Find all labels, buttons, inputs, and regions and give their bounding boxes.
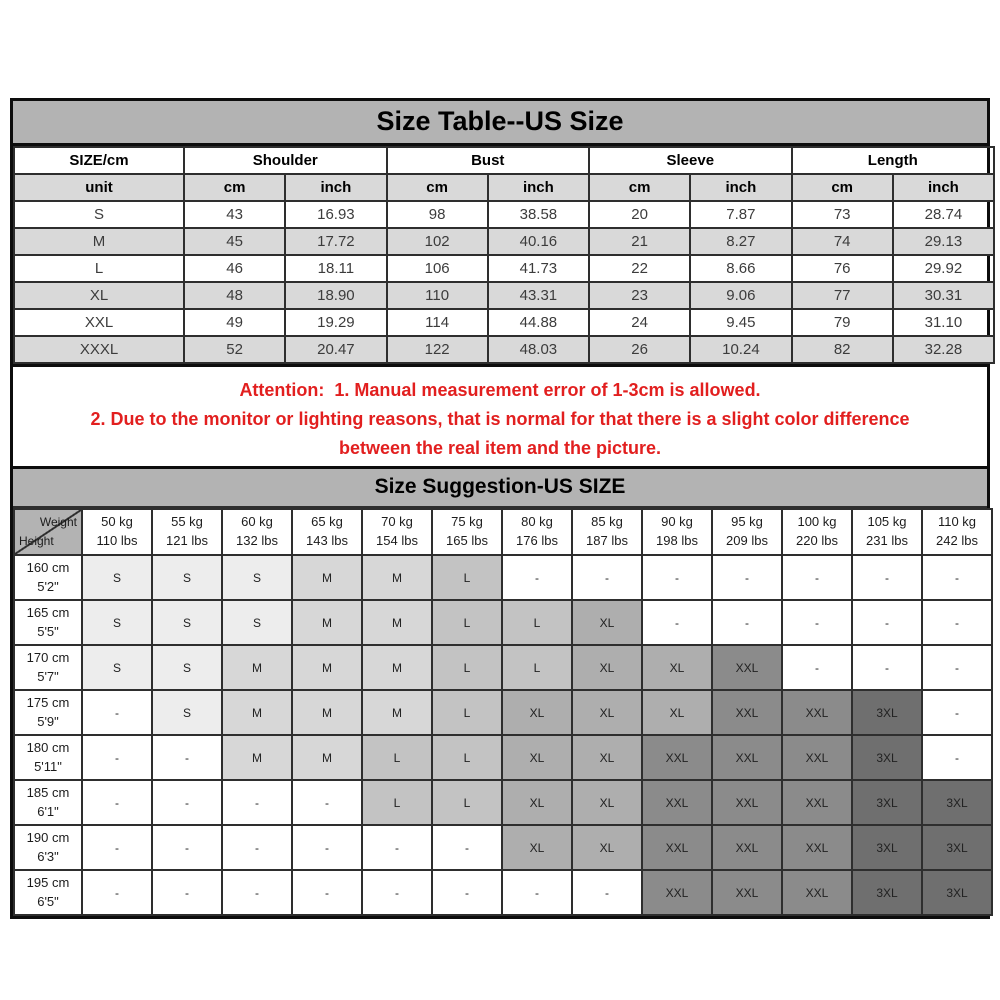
suggested-size-cell: 3XL xyxy=(922,870,992,915)
size-measurement-cell: 8.66 xyxy=(690,255,791,282)
size-suggestion-row xyxy=(14,600,992,645)
unit-column-header: inch xyxy=(285,174,386,201)
suggested-size-cell: 3XL xyxy=(852,825,922,870)
size-suggestion-row xyxy=(14,690,992,735)
size-measurement-cell: 21 xyxy=(589,228,690,255)
suggested-size-cell: 3XL xyxy=(922,780,992,825)
measure-group-header: Sleeve xyxy=(589,147,792,174)
size-table-row xyxy=(14,282,994,309)
size-measurement-cell: 114 xyxy=(387,309,488,336)
size-measurement-cell: 77 xyxy=(792,282,893,309)
weight-column-header xyxy=(642,509,712,555)
measure-group-header: Shoulder xyxy=(184,147,387,174)
size-row-label: M xyxy=(14,228,184,255)
size-measurement-cell: 23 xyxy=(589,282,690,309)
size-measurement-cell: 31.10 xyxy=(893,309,994,336)
suggested-size-cell: - xyxy=(222,825,292,870)
suggested-size-cell: S xyxy=(222,600,292,645)
suggested-size-cell: - xyxy=(502,870,572,915)
weight-lbs-label: 242 lbs xyxy=(936,533,978,548)
size-suggestion-row xyxy=(14,645,992,690)
suggested-size-cell: M xyxy=(222,645,292,690)
suggested-size-cell: - xyxy=(82,735,152,780)
suggested-size-cell: XL xyxy=(572,600,642,645)
suggested-size-cell: XL xyxy=(572,825,642,870)
weight-column-header xyxy=(502,509,572,555)
weight-column-header xyxy=(712,509,782,555)
suggested-size-cell: XL xyxy=(572,645,642,690)
suggested-size-cell: XXL xyxy=(642,735,712,780)
suggested-size-cell: 3XL xyxy=(852,690,922,735)
suggested-size-cell: - xyxy=(922,555,992,600)
size-measurement-cell: 43.31 xyxy=(488,282,589,309)
size-measurement-cell: 30.31 xyxy=(893,282,994,309)
size-row-label: XXXL xyxy=(14,336,184,363)
suggested-size-cell: - xyxy=(362,870,432,915)
suggested-size-cell: XL xyxy=(502,825,572,870)
size-suggestion-row xyxy=(14,780,992,825)
weight-column-header xyxy=(82,509,152,555)
weight-column-header xyxy=(362,509,432,555)
suggested-size-cell: S xyxy=(82,555,152,600)
weight-kg-label: 60 kg xyxy=(241,514,273,530)
suggested-size-cell: S xyxy=(82,600,152,645)
size-table-row xyxy=(14,255,994,282)
suggested-size-cell: - xyxy=(572,870,642,915)
suggested-size-cell: S xyxy=(152,690,222,735)
unit-column-header: cm xyxy=(792,174,893,201)
size-measurement-cell: 102 xyxy=(387,228,488,255)
weight-kg-label: 90 kg xyxy=(661,514,693,530)
suggested-size-cell: XXL xyxy=(782,780,852,825)
suggested-size-cell: M xyxy=(292,555,362,600)
suggested-size-cell: L xyxy=(432,555,502,600)
size-measurement-cell: 10.24 xyxy=(690,336,791,363)
suggested-size-cell: - xyxy=(152,870,222,915)
suggested-size-cell: S xyxy=(152,555,222,600)
suggested-size-cell: - xyxy=(292,825,362,870)
weight-kg-label: 75 kg xyxy=(451,514,483,530)
size-measurement-cell: 32.28 xyxy=(893,336,994,363)
size-table xyxy=(13,146,995,364)
weight-column-header xyxy=(152,509,222,555)
suggested-size-cell: - xyxy=(922,690,992,735)
size-measurement-cell: 19.29 xyxy=(285,309,386,336)
suggested-size-cell: - xyxy=(152,735,222,780)
weight-lbs-label: 143 lbs xyxy=(306,533,348,548)
suggested-size-cell: - xyxy=(572,555,642,600)
suggested-size-cell: XXL xyxy=(712,780,782,825)
suggested-size-cell: XL xyxy=(502,735,572,780)
height-row-label xyxy=(14,600,82,645)
suggested-size-cell: - xyxy=(782,600,852,645)
weight-lbs-label: 165 lbs xyxy=(446,533,488,548)
suggested-size-cell: XL xyxy=(502,780,572,825)
height-row-label xyxy=(14,825,82,870)
weight-lbs-label: 121 lbs xyxy=(166,533,208,548)
suggested-size-cell: M xyxy=(222,735,292,780)
suggested-size-cell: 3XL xyxy=(922,825,992,870)
unit-column-header: cm xyxy=(589,174,690,201)
height-row-label xyxy=(14,645,82,690)
attention-line-1: Attention: 1. Manual measurement error of 1-3cm is allowed. xyxy=(239,380,761,400)
size-suggestion-row xyxy=(14,735,992,780)
size-measurement-cell: 74 xyxy=(792,228,893,255)
weight-column-header xyxy=(222,509,292,555)
size-suggestion-row xyxy=(14,555,992,600)
suggested-size-cell: - xyxy=(502,555,572,600)
weight-lbs-label: 220 lbs xyxy=(796,533,838,548)
size-table-group-row xyxy=(14,147,994,174)
size-measurement-cell: 44.88 xyxy=(488,309,589,336)
unit-label: unit xyxy=(14,174,184,201)
weight-lbs-label: 231 lbs xyxy=(866,533,908,548)
size-table-section xyxy=(10,98,990,476)
suggested-size-cell: XL xyxy=(642,645,712,690)
size-measurement-cell: 79 xyxy=(792,309,893,336)
suggested-size-cell: M xyxy=(362,555,432,600)
size-row-label: XL xyxy=(14,282,184,309)
weight-lbs-label: 110 lbs xyxy=(96,533,138,548)
suggested-size-cell: XL xyxy=(572,735,642,780)
size-measurement-cell: 82 xyxy=(792,336,893,363)
suggested-size-cell: - xyxy=(292,780,362,825)
suggested-size-cell: L xyxy=(432,600,502,645)
weight-kg-label: 50 kg xyxy=(101,514,133,530)
size-suggestion-section xyxy=(10,466,990,919)
height-row-label xyxy=(14,690,82,735)
weight-column-header xyxy=(922,509,992,555)
weight-kg-label: 105 kg xyxy=(867,514,907,530)
size-measurement-cell: 122 xyxy=(387,336,488,363)
height-ft-label: 5'5" xyxy=(37,623,59,639)
suggested-size-cell: - xyxy=(782,645,852,690)
suggested-size-cell: XXL xyxy=(712,690,782,735)
weight-kg-label: 95 kg xyxy=(731,514,763,530)
height-row-label xyxy=(14,780,82,825)
size-measurement-cell: 28.74 xyxy=(893,201,994,228)
attention-notice xyxy=(13,364,987,473)
suggested-size-cell: XL xyxy=(572,780,642,825)
suggested-size-cell: M xyxy=(292,645,362,690)
height-ft-label: 5'9" xyxy=(37,713,59,729)
size-suggestion-body xyxy=(14,555,992,915)
size-measurement-cell: 41.73 xyxy=(488,255,589,282)
size-measurement-cell: 16.93 xyxy=(285,201,386,228)
suggested-size-cell: S xyxy=(222,555,292,600)
suggested-size-cell: - xyxy=(642,555,712,600)
size-suggestion-table xyxy=(13,508,993,916)
suggested-size-cell: 3XL xyxy=(852,735,922,780)
weight-lbs-label: 198 lbs xyxy=(656,533,698,548)
measure-group-header: Bust xyxy=(387,147,590,174)
size-table-row xyxy=(14,336,994,363)
suggested-size-cell: - xyxy=(222,870,292,915)
size-measurement-cell: 26 xyxy=(589,336,690,363)
suggested-size-cell: - xyxy=(922,645,992,690)
weight-kg-label: 80 kg xyxy=(521,514,553,530)
suggested-size-cell: - xyxy=(852,555,922,600)
size-measurement-cell: 48.03 xyxy=(488,336,589,363)
suggested-size-cell: S xyxy=(152,645,222,690)
suggested-size-cell: - xyxy=(922,600,992,645)
suggested-size-cell: XXL xyxy=(782,870,852,915)
suggested-size-cell: M xyxy=(362,600,432,645)
size-row-label: L xyxy=(14,255,184,282)
size-measurement-cell: 45 xyxy=(184,228,285,255)
suggested-size-cell: - xyxy=(292,870,362,915)
unit-column-header: cm xyxy=(387,174,488,201)
height-cm-label: 185 cm xyxy=(26,784,70,800)
weight-lbs-label: 209 lbs xyxy=(726,533,768,548)
height-ft-label: 5'11" xyxy=(34,758,62,774)
size-table-row xyxy=(14,309,994,336)
suggested-size-cell: S xyxy=(152,600,222,645)
suggested-size-cell: - xyxy=(712,555,782,600)
size-suggestion-row xyxy=(14,825,992,870)
suggested-size-cell: M xyxy=(362,690,432,735)
suggested-size-cell: - xyxy=(852,645,922,690)
suggested-size-cell: - xyxy=(432,825,502,870)
suggested-size-cell: S xyxy=(82,645,152,690)
suggested-size-cell: XL xyxy=(642,690,712,735)
height-ft-label: 6'5" xyxy=(37,893,59,909)
suggested-size-cell: L xyxy=(502,645,572,690)
suggested-size-cell: - xyxy=(642,600,712,645)
size-measurement-cell: 8.27 xyxy=(690,228,791,255)
height-cm-label: 170 cm xyxy=(26,649,70,665)
suggested-size-cell: L xyxy=(362,780,432,825)
weight-kg-label: 100 kg xyxy=(797,514,837,530)
size-table-title: Size Table--US Size xyxy=(13,101,987,146)
weight-column-header xyxy=(292,509,362,555)
suggested-size-cell: L xyxy=(432,780,502,825)
suggested-size-cell: M xyxy=(362,645,432,690)
weight-kg-label: 55 kg xyxy=(171,514,203,530)
size-measurement-cell: 49 xyxy=(184,309,285,336)
suggested-size-cell: - xyxy=(82,825,152,870)
suggested-size-cell: XXL xyxy=(642,870,712,915)
suggested-size-cell: 3XL xyxy=(852,870,922,915)
height-axis-label: Height xyxy=(19,533,54,548)
height-cm-label: 165 cm xyxy=(26,604,70,620)
suggested-size-cell: XXL xyxy=(642,780,712,825)
size-row-label: S xyxy=(14,201,184,228)
weight-lbs-label: 132 lbs xyxy=(236,533,278,548)
suggested-size-cell: XXL xyxy=(782,825,852,870)
suggested-size-cell: - xyxy=(82,690,152,735)
height-ft-label: 6'1" xyxy=(37,803,59,819)
size-table-body xyxy=(14,201,994,363)
suggested-size-cell: - xyxy=(152,780,222,825)
size-measurement-cell: 18.11 xyxy=(285,255,386,282)
size-table-unit-row xyxy=(14,174,994,201)
height-ft-label: 5'7" xyxy=(37,668,59,684)
weight-lbs-label: 154 lbs xyxy=(376,533,418,548)
height-cm-label: 160 cm xyxy=(26,559,70,575)
weight-column-header xyxy=(432,509,502,555)
suggested-size-cell: XXL xyxy=(642,825,712,870)
size-measurement-cell: 46 xyxy=(184,255,285,282)
suggested-size-cell: - xyxy=(152,825,222,870)
size-measurement-cell: 40.16 xyxy=(488,228,589,255)
size-measurement-cell: 73 xyxy=(792,201,893,228)
size-measurement-cell: 29.13 xyxy=(893,228,994,255)
size-measurement-cell: 106 xyxy=(387,255,488,282)
suggested-size-cell: 3XL xyxy=(852,780,922,825)
suggested-size-cell: - xyxy=(432,870,502,915)
size-measurement-cell: 22 xyxy=(589,255,690,282)
height-row-label xyxy=(14,870,82,915)
height-cm-label: 180 cm xyxy=(26,739,70,755)
size-measurement-cell: 110 xyxy=(387,282,488,309)
height-cm-label: 190 cm xyxy=(26,829,70,845)
unit-column-header: inch xyxy=(690,174,791,201)
size-measurement-cell: 18.90 xyxy=(285,282,386,309)
suggested-size-cell: L xyxy=(432,645,502,690)
suggested-size-cell: M xyxy=(222,690,292,735)
height-cm-label: 175 cm xyxy=(26,694,70,710)
suggested-size-cell: XXL xyxy=(712,735,782,780)
suggested-size-cell: L xyxy=(362,735,432,780)
weight-lbs-label: 187 lbs xyxy=(586,533,628,548)
size-measurement-cell: 20 xyxy=(589,201,690,228)
size-measurement-cell: 98 xyxy=(387,201,488,228)
size-table-row xyxy=(14,201,994,228)
height-ft-label: 5'2" xyxy=(37,578,59,594)
unit-column-header: cm xyxy=(184,174,285,201)
attention-line-2: 2. Due to the monitor or lighting reasons, that is normal for that there is a slight color difference xyxy=(90,409,910,429)
size-measurement-cell: 9.06 xyxy=(690,282,791,309)
suggested-size-cell: XXL xyxy=(712,645,782,690)
suggested-size-cell: - xyxy=(922,735,992,780)
suggested-size-cell: - xyxy=(82,870,152,915)
weight-axis-label: Weight xyxy=(39,515,77,529)
size-row-label: XXL xyxy=(14,309,184,336)
weight-column-header xyxy=(572,509,642,555)
suggested-size-cell: - xyxy=(712,600,782,645)
size-measurement-cell: 17.72 xyxy=(285,228,386,255)
suggested-size-cell: XXL xyxy=(712,825,782,870)
suggested-size-cell: - xyxy=(852,600,922,645)
size-measurement-cell: 9.45 xyxy=(690,309,791,336)
suggested-size-cell: XXL xyxy=(782,735,852,780)
size-suggestion-title: Size Suggestion-US SIZE xyxy=(13,469,987,508)
suggested-size-cell: L xyxy=(432,690,502,735)
unit-column-header: inch xyxy=(893,174,994,201)
suggested-size-cell: XL xyxy=(572,690,642,735)
size-measurement-cell: 52 xyxy=(184,336,285,363)
suggested-size-cell: XXL xyxy=(782,690,852,735)
suggested-size-cell: XL xyxy=(502,690,572,735)
height-row-label xyxy=(14,555,82,600)
size-table-corner-header: SIZE/cm xyxy=(14,147,184,174)
height-row-label xyxy=(14,735,82,780)
size-suggestion-row xyxy=(14,870,992,915)
weight-height-corner-cell xyxy=(14,509,82,555)
weight-kg-label: 65 kg xyxy=(311,514,343,530)
suggested-size-cell: - xyxy=(82,780,152,825)
size-measurement-cell: 38.58 xyxy=(488,201,589,228)
size-measurement-cell: 43 xyxy=(184,201,285,228)
suggested-size-cell: - xyxy=(362,825,432,870)
weight-kg-label: 85 kg xyxy=(591,514,623,530)
unit-column-header: inch xyxy=(488,174,589,201)
suggested-size-cell: M xyxy=(292,735,362,780)
size-measurement-cell: 20.47 xyxy=(285,336,386,363)
measure-group-header: Length xyxy=(792,147,995,174)
size-measurement-cell: 24 xyxy=(589,309,690,336)
weight-column-header xyxy=(782,509,852,555)
size-table-row xyxy=(14,228,994,255)
suggested-size-cell: L xyxy=(502,600,572,645)
suggested-size-cell: M xyxy=(292,600,362,645)
size-measurement-cell: 7.87 xyxy=(690,201,791,228)
weight-lbs-label: 176 lbs xyxy=(516,533,558,548)
suggested-size-cell: L xyxy=(432,735,502,780)
weight-header-row xyxy=(14,509,992,555)
height-ft-label: 6'3" xyxy=(37,848,59,864)
height-cm-label: 195 cm xyxy=(26,874,70,890)
suggested-size-cell: XXL xyxy=(712,870,782,915)
weight-kg-label: 110 kg xyxy=(937,514,977,530)
suggested-size-cell: - xyxy=(782,555,852,600)
size-measurement-cell: 76 xyxy=(792,255,893,282)
size-measurement-cell: 48 xyxy=(184,282,285,309)
suggested-size-cell: - xyxy=(222,780,292,825)
size-measurement-cell: 29.92 xyxy=(893,255,994,282)
attention-line-3: between the real item and the picture. xyxy=(338,438,662,458)
weight-kg-label: 70 kg xyxy=(381,514,413,530)
suggested-size-cell: M xyxy=(292,690,362,735)
weight-column-header xyxy=(852,509,922,555)
